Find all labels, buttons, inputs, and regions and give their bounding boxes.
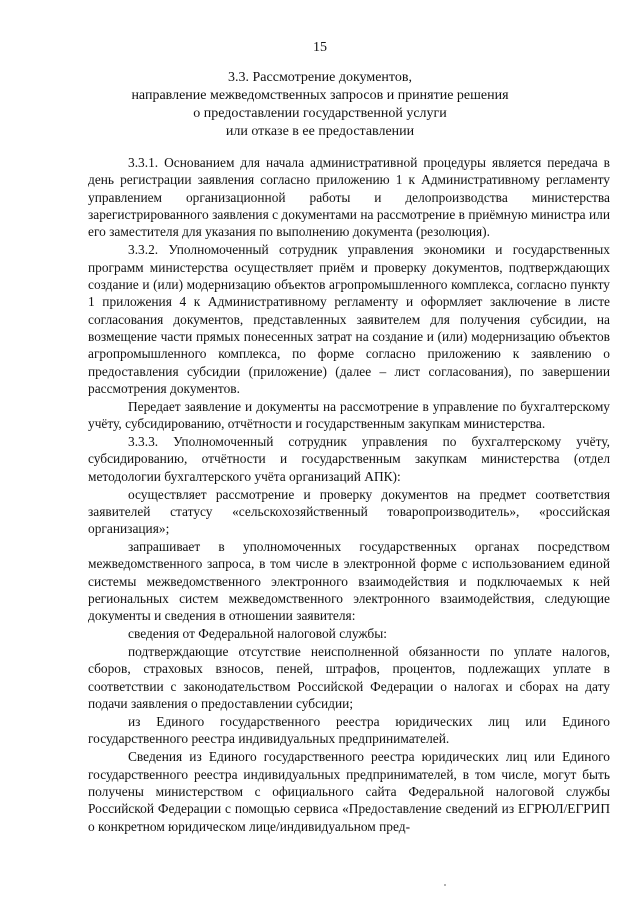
paragraph: запрашивает в уполномоченных государственных органах посредством межведомственного запроса, в том числе в электронной форме с использованием единой системы межведомственного электронного взаимодействия и подключаемых к ней региональных систем межведомственного электронного взаимодействия, следующие документы и сведения в отношении заявителя: <box>88 539 610 624</box>
paragraph: 3.3.1. Основанием для начала административной процедуры является передача в день регистрации заявления согласно приложению 1 к Административному регламенту управлением организационной работы и делопроизводства министерства зарегистрированного заявления с документами на рассмотрение в приёмную министра или его заместителя для указания по выполнению документа (резолюция). <box>88 155 610 240</box>
document-body <box>88 154 610 835</box>
paragraph: Сведения из Единого государственного реестра юридических лиц или Единого государственного реестра индивидуальных предпринимателей, в том числе, могут быть получены министерством с официального сайта Федеральной налоговой службы Российской Федерации с помощью сервиса «Предоставление сведений из ЕГРЮЛ/ЕГРИП о конкретном юридическом лице/индивидуальном пред- <box>88 749 610 834</box>
paragraph: из Единого государственного реестра юридических лиц или Единого государственного реестра индивидуальных предпринимателей. <box>88 714 610 747</box>
paragraph: сведения от Федеральной налоговой службы: <box>128 626 387 642</box>
paragraph: 3.3.3. Уполномоченный сотрудник управления по бухгалтерскому учёту, субсидированию, отчётности и государственным закупкам министерства (отдел методологии бухгалтерского учёта организаций АПК): <box>88 434 610 484</box>
heading-line: о предоставлении государственной услуги <box>193 106 447 121</box>
paragraph: подтверждающие отсутствие неисполненной обязанности по уплате налогов, сборов, страховых взносов, пеней, штрафов, процентов, подлежащих уплате в соответствии с законодательством Российской Федерации о налогах и сборах на дату подачи заявления о предоставлении субсидии; <box>88 644 610 712</box>
paragraph: 3.3.2. Уполномоченный сотрудник управления экономики и государственных программ министерства осуществляет приём и проверку документов, подтверждающих создание и (или) модернизацию объектов агропромышленного комплекса, согласно пункту 1 приложения 4 к Административному регламенту и оформляет заключение в листе согласования документов, представленных заявителем для получения субсидии, на возмещение части прямых понесенных затрат на создание и (или) модернизацию объектов агропромышленного комплекса, по форме согласно приложению к заявлению о предоставления субсидии (приложение) (далее – лист согласования), по завершении рассмотрения документов. <box>88 242 610 396</box>
paragraph: осуществляет рассмотрение и проверку документов на предмет соответствия заявителей статусу «сельскохозяйственный товаропроизводитель», «российская организация»; <box>88 486 610 537</box>
heading-line: 3.3. Рассмотрение документов, <box>228 70 412 85</box>
section-heading <box>110 69 530 141</box>
page-number: 15 <box>313 40 327 55</box>
scan-speck <box>444 884 446 886</box>
heading-line: или отказе в ее предоставлении <box>225 124 415 139</box>
heading-line: направление межведомственных запросов и принятие решения <box>131 88 509 103</box>
paragraph: Передает заявление и документы на рассмотрение в управление по бухгалтерскому учёту, субсидированию, отчётности и государственным закупкам министерства. <box>88 398 610 432</box>
